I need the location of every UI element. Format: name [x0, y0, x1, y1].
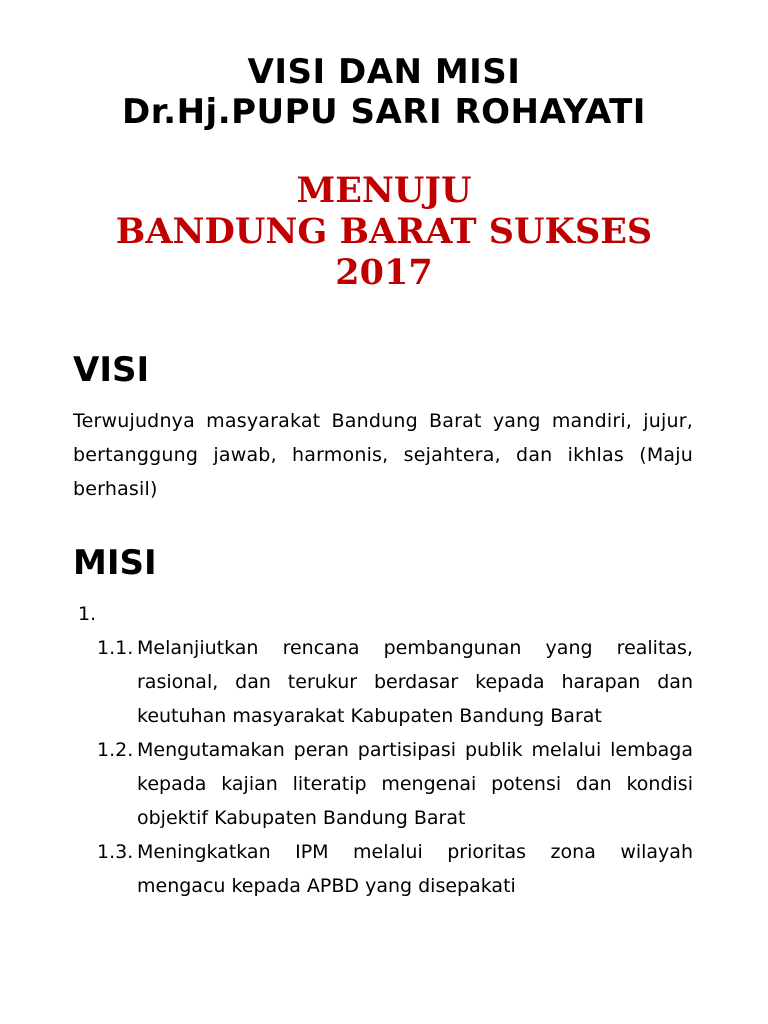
misi-sub-item-text: Melanjiutkan rencana pembangunan yang realitas, rasional, dan terukur berdasar kepada harapan dan keutuhan masyarakat Kabupaten Bandung Barat	[137, 637, 693, 727]
title-line-candidate-name: Dr.Hj.PUPU SARI ROHAYATI	[122, 92, 646, 132]
misi-sub-item	[97, 835, 693, 903]
visi-paragraph: Terwujudnya masyarakat Bandung Barat yang mandiri, jujur, bertanggung jawab, harmonis, sejahtera, dan ikhlas (Maju berhasil)	[73, 410, 693, 500]
misi-sub-item-number: 1.1.	[97, 637, 134, 659]
misi-sub-item-number: 1.3.	[97, 841, 134, 863]
tagline-line-1: MENUJU	[296, 170, 472, 211]
tagline-line-3: 2017	[335, 252, 433, 293]
tagline-line-2: BANDUNG BARAT SUKSES	[115, 211, 653, 252]
misi-level1-number: 1.	[78, 603, 97, 625]
title-line-visi-dan-misi: VISI DAN MISI	[247, 52, 521, 92]
misi-sub-item-text: Mengutamakan peran partisipasi publik melalui lembaga kepada kajian literatip mengenai potensi dan kondisi objektif Kabupaten Bandung Barat	[137, 739, 693, 829]
document-title	[0, 52, 768, 132]
misi-sub-item-text: Meningkatkan IPM melalui prioritas zona wilayah mengacu kepada APBD yang disepakati	[137, 841, 693, 897]
tagline	[0, 170, 768, 293]
misi-heading: MISI	[73, 543, 157, 583]
misi-sub-item	[97, 733, 693, 835]
misi-sub-item-number: 1.2.	[97, 739, 134, 761]
visi-heading: VISI	[73, 350, 150, 390]
misi-sub-item	[97, 631, 693, 733]
